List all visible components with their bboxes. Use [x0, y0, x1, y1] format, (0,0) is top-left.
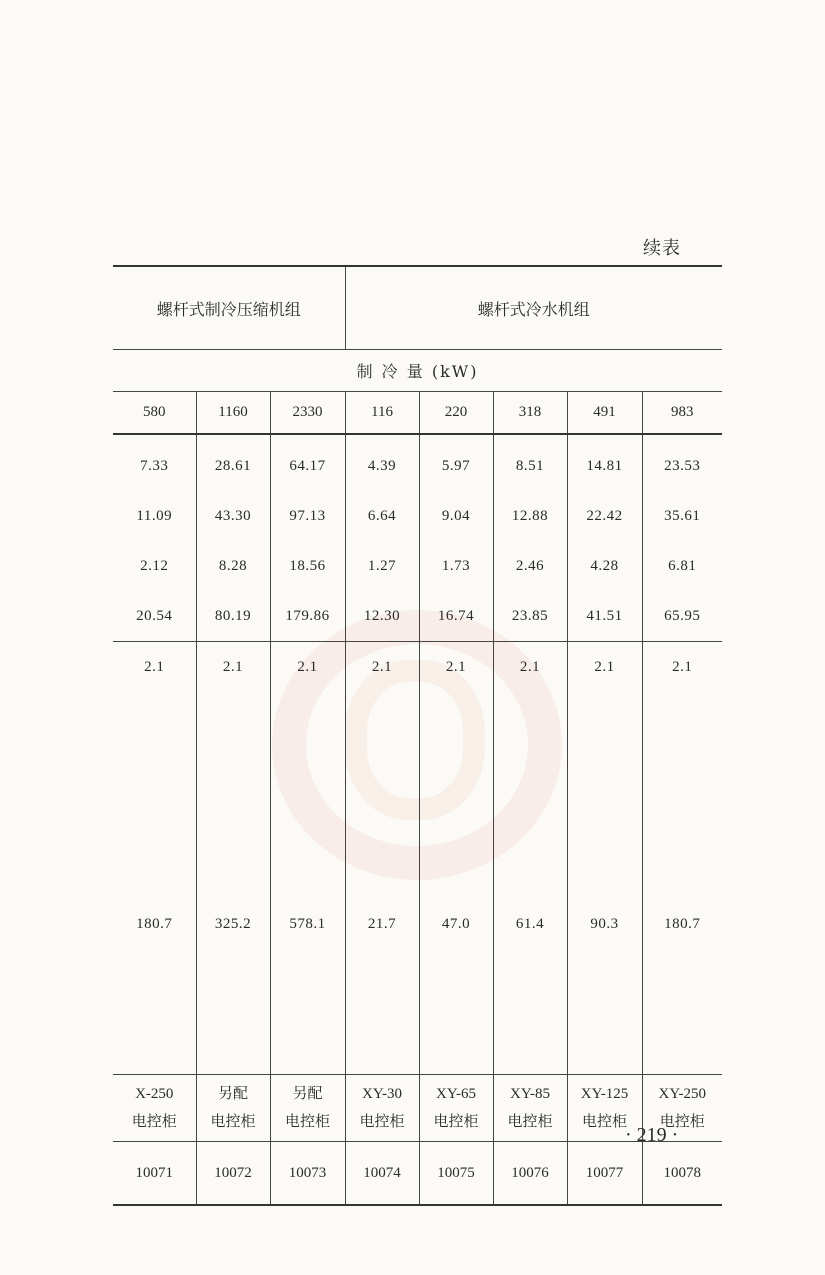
data-row-cell: 28.61: [196, 434, 270, 491]
capacity-row-cell: 2330: [270, 392, 345, 435]
data-row: [113, 491, 722, 541]
spec-table: [113, 265, 722, 1206]
data-row-cell: 2.1: [567, 642, 642, 693]
capacity-row-cell: 1160: [196, 392, 270, 435]
data-row-cell: 578.1: [270, 692, 345, 1075]
capacity-row-cell: 580: [113, 392, 196, 435]
control-cabinet-row-cell: [270, 1075, 345, 1142]
control-cabinet-row-cell: [196, 1075, 270, 1142]
data-row-cell: 180.7: [642, 692, 722, 1075]
capacity-row-cell: 220: [419, 392, 493, 435]
capacity-row-cell: 318: [493, 392, 567, 435]
data-row: [113, 541, 722, 591]
data-row-cell: 65.95: [642, 591, 722, 642]
data-row-cell: 2.1: [113, 642, 196, 693]
data-row-cell: 2.1: [196, 642, 270, 693]
group-header-chiller: 螺杆式冷水机组: [345, 266, 722, 350]
data-row-cell: 8.28: [196, 541, 270, 591]
data-row-cell: 90.3: [567, 692, 642, 1075]
code-row-cell: 10075: [419, 1142, 493, 1206]
code-row-cell: 10073: [270, 1142, 345, 1206]
control-cabinet-row-cell: [419, 1075, 493, 1142]
code-row-cell: 10074: [345, 1142, 419, 1206]
capacity-row-cell: 116: [345, 392, 419, 435]
cabinet-model: XY-85: [510, 1086, 550, 1102]
data-row-cell: 11.09: [113, 491, 196, 541]
code-row-cell: 10072: [196, 1142, 270, 1206]
data-row-cell: 22.42: [567, 491, 642, 541]
data-row-cell: 2.1: [345, 642, 419, 693]
cabinet-label: 电控柜: [210, 1112, 256, 1130]
data-row-cell: 4.28: [567, 541, 642, 591]
data-row-cell: 43.30: [196, 491, 270, 541]
data-row-cell: 18.56: [270, 541, 345, 591]
data-row-cell: 2.1: [270, 642, 345, 693]
control-cabinet-row-cell: [493, 1075, 567, 1142]
code-row-cell: 10076: [493, 1142, 567, 1206]
cabinet-label: 电控柜: [659, 1112, 705, 1130]
cabinet-model: XY-65: [436, 1086, 476, 1102]
data-row-cell: 61.4: [493, 692, 567, 1075]
data-row-cell: 21.7: [345, 692, 419, 1075]
cabinet-label: 电控柜: [433, 1112, 479, 1130]
cabinet-model: X-250: [135, 1086, 174, 1102]
data-row-cell: 6.81: [642, 541, 722, 591]
cabinet-label: 电控柜: [507, 1112, 553, 1130]
code-row: [113, 1142, 722, 1206]
cabinet-model: 另配: [292, 1086, 323, 1102]
data-row-cell: 64.17: [270, 434, 345, 491]
data-row-cell: 2.1: [493, 642, 567, 693]
data-row-cell: 180.7: [113, 692, 196, 1075]
data-row-cell: 80.19: [196, 591, 270, 642]
data-row-cell: 97.13: [270, 491, 345, 541]
code-row-cell: 10078: [642, 1142, 722, 1206]
control-cabinet-row-cell: [345, 1075, 419, 1142]
capacity-row: [113, 392, 722, 435]
cabinet-model: XY-250: [658, 1086, 706, 1102]
cabinet-label: 电控柜: [359, 1112, 405, 1130]
data-row-cell: 16.74: [419, 591, 493, 642]
data-row-cell: 2.1: [642, 642, 722, 693]
data-row-cell: 20.54: [113, 591, 196, 642]
data-row-cell: 23.53: [642, 434, 722, 491]
cabinet-label: 电控柜: [131, 1112, 177, 1130]
data-row-cell: 2.1: [419, 642, 493, 693]
data-row-cell: 35.61: [642, 491, 722, 541]
data-row-cell: 4.39: [345, 434, 419, 491]
data-row: [113, 434, 722, 491]
data-row-cell: 12.88: [493, 491, 567, 541]
continued-label: 续表: [643, 238, 681, 259]
data-row-cell: 5.97: [419, 434, 493, 491]
capacity-row-cell: 491: [567, 392, 642, 435]
capacity-row-cell: 983: [642, 392, 722, 435]
data-row-cell: 12.30: [345, 591, 419, 642]
capacity-header: 制 冷 量 (kW): [113, 350, 722, 392]
group-header-compressor: 螺杆式制冷压缩机组: [113, 266, 345, 350]
cabinet-label: 电控柜: [581, 1112, 627, 1130]
cabinet-model: XY-125: [580, 1086, 629, 1102]
data-row-cell: 7.33: [113, 434, 196, 491]
code-row-cell: 10071: [113, 1142, 196, 1206]
page-number: · 219 ·: [625, 1124, 679, 1146]
cabinet-label: 电控柜: [284, 1112, 330, 1130]
data-row-cell: 2.12: [113, 541, 196, 591]
data-row-cell: 1.27: [345, 541, 419, 591]
data-row-cell: 179.86: [270, 591, 345, 642]
data-row-cell: 41.51: [567, 591, 642, 642]
data-row-cell: 14.81: [567, 434, 642, 491]
data-row-cell: 1.73: [419, 541, 493, 591]
data-row-cell: 9.04: [419, 491, 493, 541]
data-row: [113, 591, 722, 642]
data-row-cell: 23.85: [493, 591, 567, 642]
code-row-cell: 10077: [567, 1142, 642, 1206]
cabinet-model: XY-30: [362, 1086, 402, 1102]
data-row: [113, 642, 722, 693]
cabinet-model: 另配: [217, 1086, 248, 1102]
data-row: [113, 692, 722, 1075]
data-row-cell: 2.46: [493, 541, 567, 591]
control-cabinet-row-cell: [113, 1075, 196, 1142]
data-row-cell: 6.64: [345, 491, 419, 541]
data-row-cell: 47.0: [419, 692, 493, 1075]
data-row-cell: 8.51: [493, 434, 567, 491]
data-row-cell: 325.2: [196, 692, 270, 1075]
